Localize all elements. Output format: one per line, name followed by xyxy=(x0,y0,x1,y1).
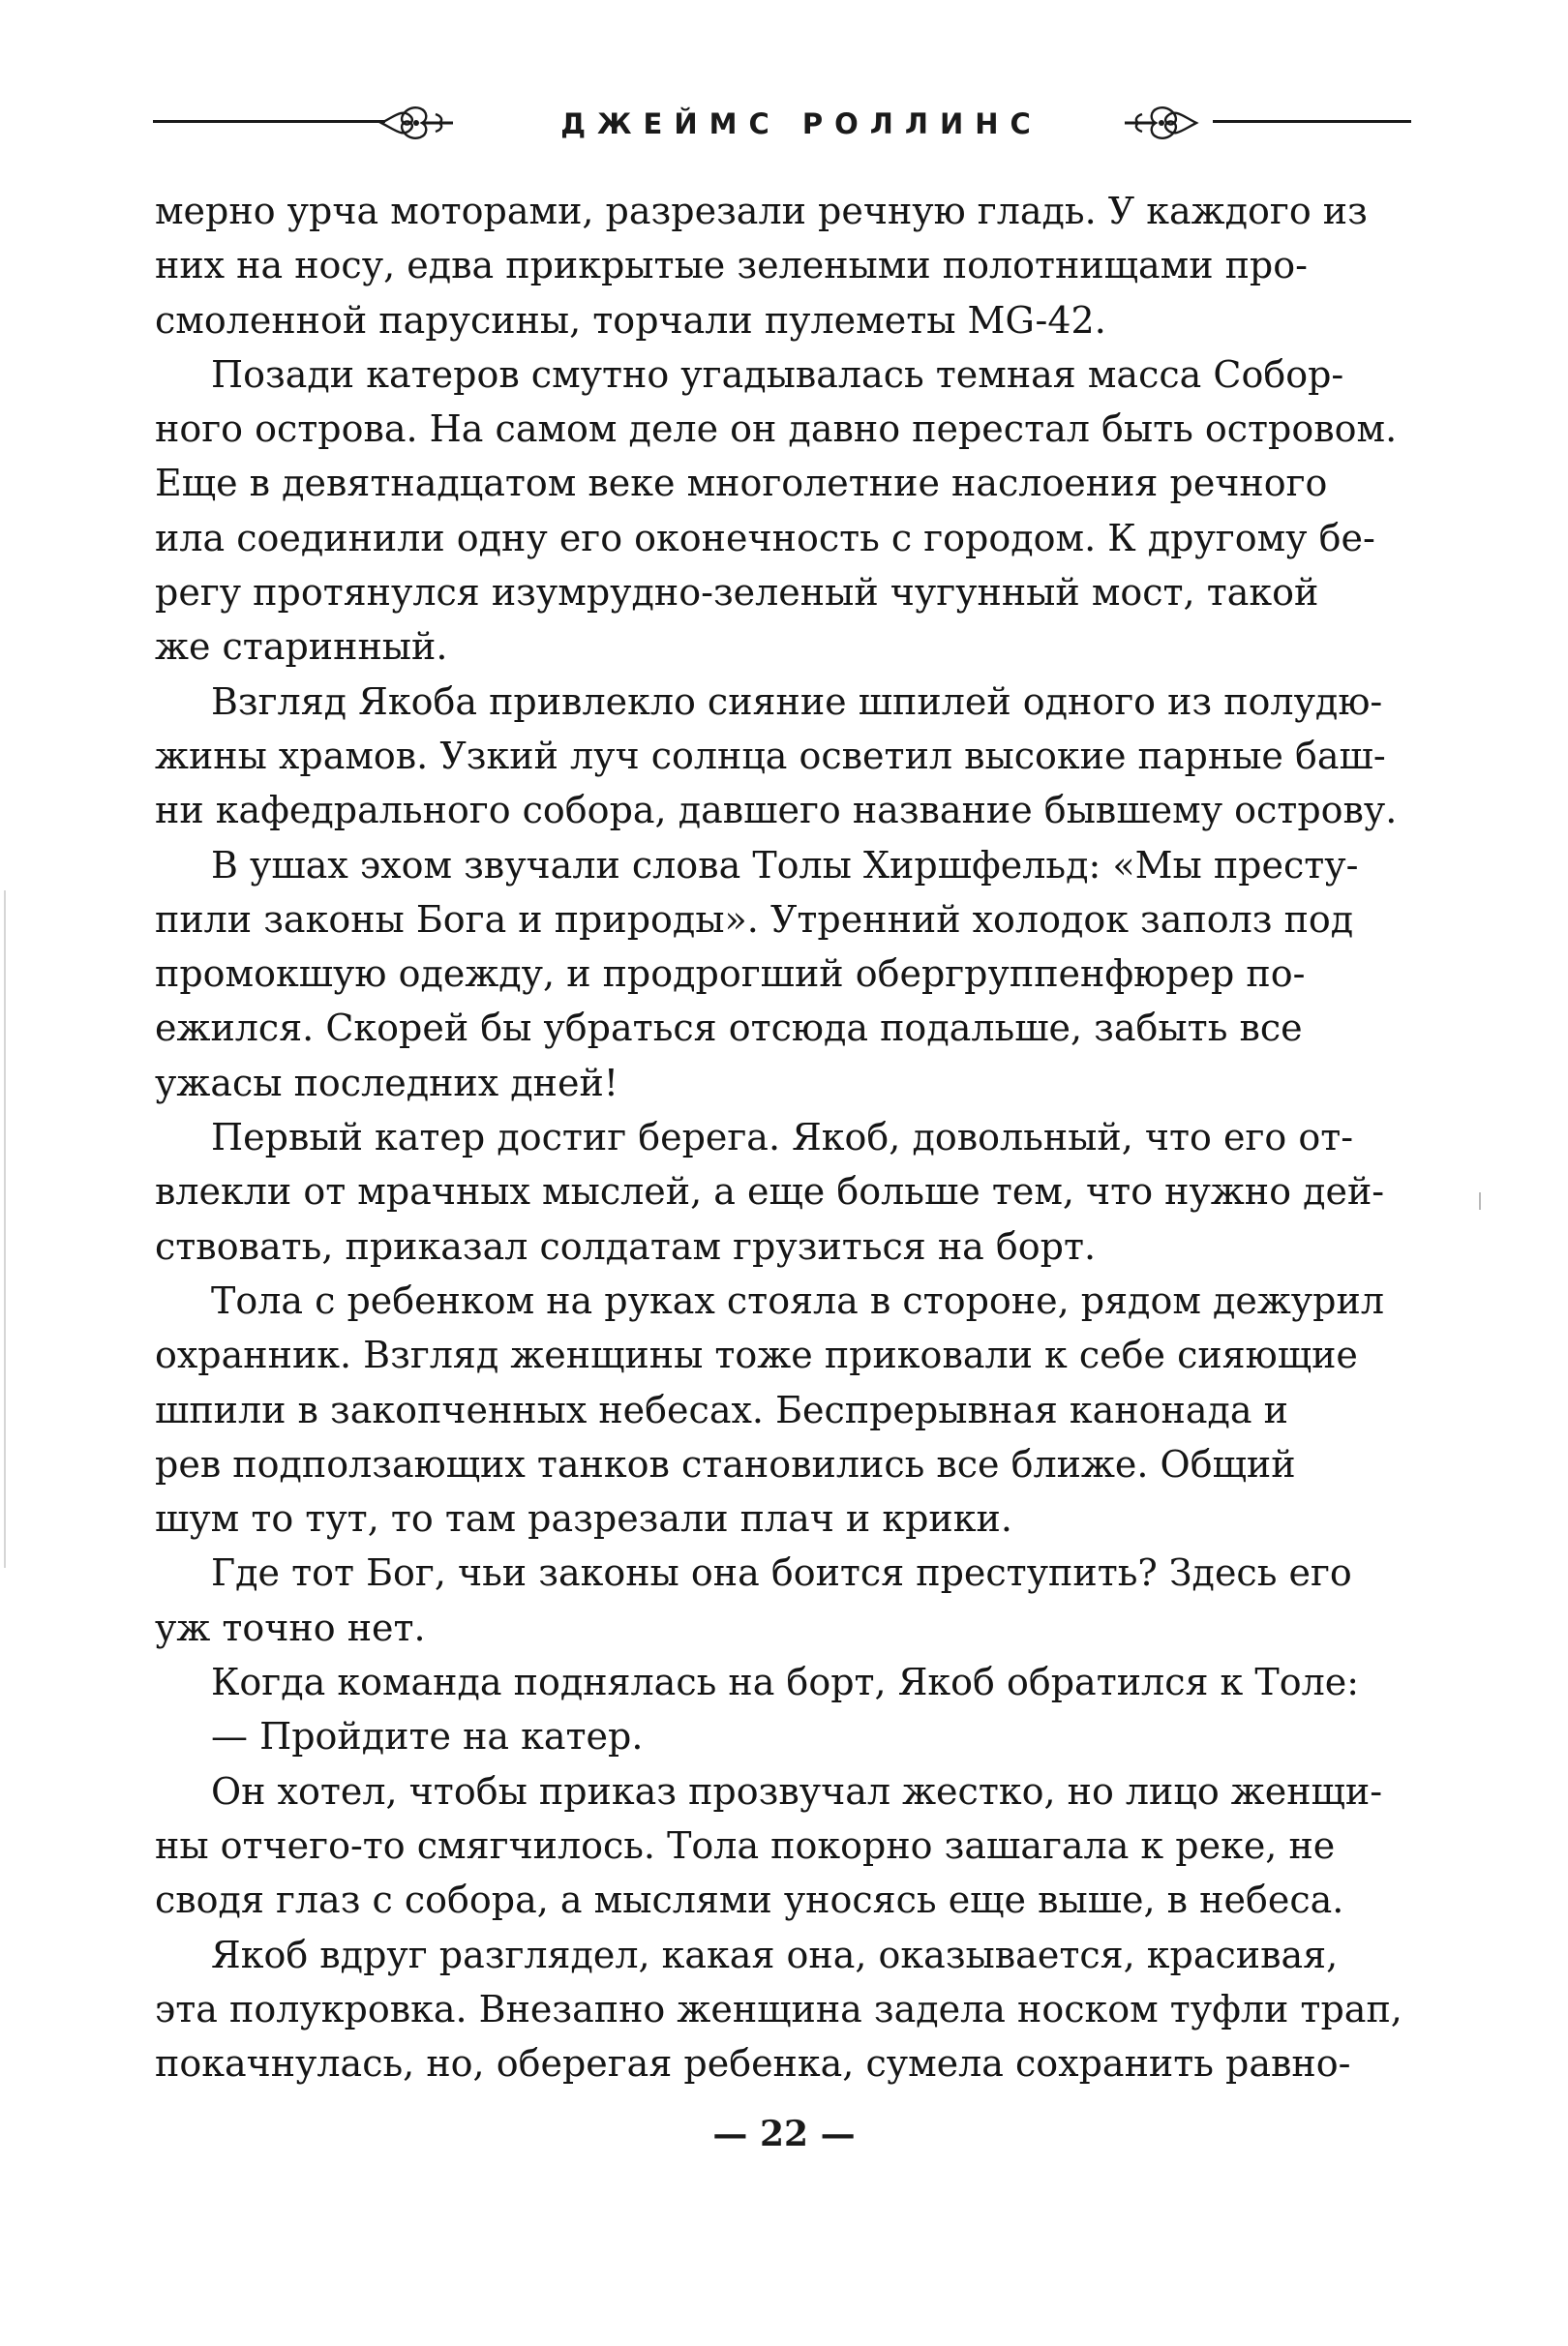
text-line: эта полукровка. Внезапно женщина задела носком туфли трап, xyxy=(155,1987,1402,2030)
text-line: смоленной парусины, торчали пулеметы MG-42. xyxy=(155,298,1106,342)
text-line: них на носу, едва прикрытые зелеными полотнищами про- xyxy=(155,244,1308,287)
paragraph xyxy=(155,1274,1413,1546)
text-line: мерно урча моторами, разрезали речную гладь. У каждого из xyxy=(155,190,1368,232)
text-line: ствовать, приказал солдатам грузиться на борт. xyxy=(155,1224,1097,1268)
text-line: ни кафедрального собора, давшего название бывшему острову. xyxy=(155,789,1398,832)
text-line: регу протянулся изумрудно-зеленый чугунный мост, такой xyxy=(155,571,1319,615)
flourish-ornament-icon xyxy=(1121,95,1200,151)
text-line: ежился. Скорей бы убраться отсюда подальше, забыть все xyxy=(155,1007,1303,1050)
paragraph xyxy=(155,347,1413,675)
body-text xyxy=(155,184,1413,2090)
text-line: ужасы последних дней! xyxy=(155,1061,619,1104)
text-line: пили законы Бога и природы». Утренний холодок заполз под xyxy=(155,897,1354,941)
paragraph xyxy=(155,1655,1413,1709)
scan-margin-mark xyxy=(1479,1192,1481,1210)
text-line: же старинный. xyxy=(155,625,448,669)
paragraph xyxy=(155,675,1413,838)
text-line: шпили в закопченных небесах. Беспрерывная канонада и xyxy=(155,1388,1288,1431)
running-head-author: ДЖЕЙМС РОЛЛИНС xyxy=(560,107,1042,140)
text-line: Он хотел, чтобы приказ прозвучал жестко, но лицо женщи- xyxy=(211,1769,1383,1813)
running-header xyxy=(153,89,1411,157)
text-line: покачнулась, но, оберегая ребенка, сумела сохранить равно- xyxy=(155,2042,1351,2086)
flourish-ornament-icon xyxy=(377,95,457,151)
text-line: ны отчего-то смягчилось. Тола покорно зашагала к реке, не xyxy=(155,1823,1336,1867)
paragraph xyxy=(155,1764,1413,1928)
page-number: — 22 — xyxy=(712,2114,856,2154)
text-line: Якоб вдруг разглядел, какая она, оказывается, красивая, xyxy=(211,1933,1339,1976)
paragraph xyxy=(155,1110,1413,1274)
text-line: сводя глаз с собора, а мыслями уносясь еще выше, в небеса. xyxy=(155,1879,1344,1922)
text-line: Взгляд Якоба привлекло сияние шпилей одного из полудю- xyxy=(211,679,1383,723)
text-line: Первый катер достиг берега. Якоб, довольный, что его от- xyxy=(211,1116,1354,1159)
text-line: Когда команда поднялась на борт, Якоб обратился к Толе: xyxy=(211,1661,1360,1704)
text-line: шум то тут, то там разрезали плач и крики. xyxy=(155,1497,1012,1541)
text-line: ила соединили одну его оконечность с городом. К другому бе- xyxy=(155,516,1375,559)
text-line: уж точно нет. xyxy=(155,1606,426,1649)
paragraph xyxy=(155,838,1413,1110)
text-line: Еще в девятнадцатом веке многолетние наслоения речного xyxy=(155,462,1328,505)
text-line: охранник. Взгляд женщины тоже приковали к себе сияющие xyxy=(155,1334,1358,1377)
text-line: Тола с ребенком на руках стояла в стороне, рядом дежурил xyxy=(211,1278,1384,1322)
text-line: В ушах эхом звучали слова Толы Хиршфельд: «Мы престу- xyxy=(211,843,1359,887)
text-line: промокшую одежду, и продрогший обергруппенфюрер по- xyxy=(155,952,1306,996)
text-line: ного острова. На самом деле он давно перестал быть островом. xyxy=(155,407,1398,451)
text-line: Позади катеров смутно угадывалась темная масса Собор- xyxy=(211,352,1344,396)
text-line: жины храмов. Узкий луч солнца осветил высокие парные баш- xyxy=(155,734,1386,777)
header-rule-left xyxy=(153,120,385,123)
text-line: влекли от мрачных мыслей, а еще больше тем, что нужно дей- xyxy=(155,1170,1385,1214)
text-line: Где тот Бог, чьи законы она боится преступить? Здесь его xyxy=(211,1551,1352,1595)
paragraph xyxy=(155,1546,1413,1655)
scan-margin-mark xyxy=(4,890,6,1568)
header-rule-right xyxy=(1213,120,1411,123)
text-line: рев подползающих танков становились все ближе. Общий xyxy=(155,1442,1296,1486)
paragraph xyxy=(155,1928,1413,2091)
paragraph xyxy=(155,184,1413,347)
text-line: — Пройдите на катер. xyxy=(211,1715,644,1759)
paragraph xyxy=(155,1709,1413,1763)
